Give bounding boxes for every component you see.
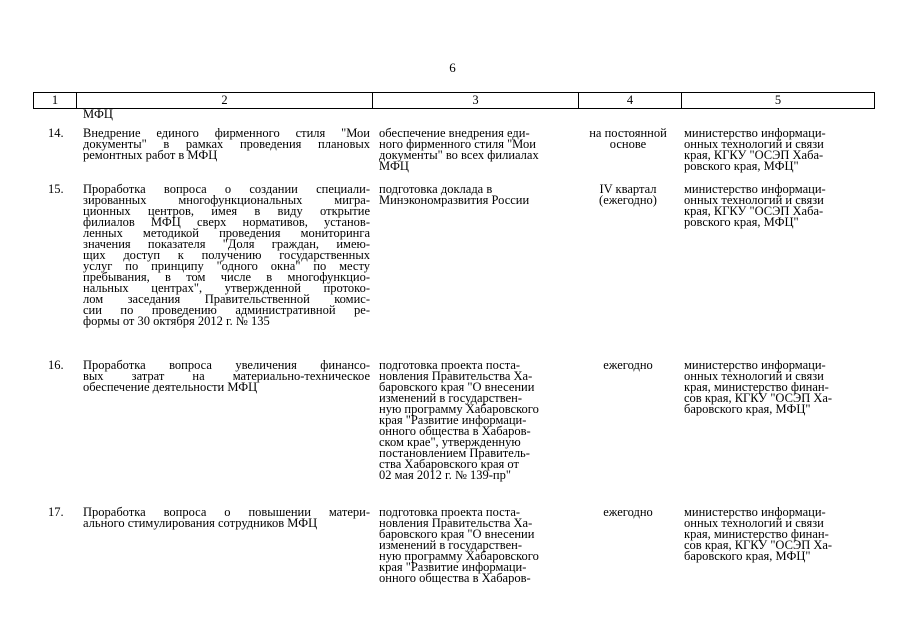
- row-measure: Проработка вопроса о создании специали- зированных многофункциональных мигра- ционных центров, имея в виду открытие филиалов МФЦ сверх нормативов, установ- ленных методикой проведения мониторинга значения показателя "Доля граждан, имею- щих доступ к получению государственных услуг по принципу "одного окна" по месту пребывания, в том числе в многофункцио- нальных центрах", утвержденной протоко- лом заседания Правительственной комис- сии по проведению административной ре- формы от 30 октября 2012 г. № 135: [83, 182, 370, 328]
- row-term: ежегодно: [603, 505, 653, 519]
- row-executor: министерство информаци- онных технологий и связи края, министерство финан- сов края, КГКУ "ОСЭП Ха- баровского края, МФЦ": [684, 358, 833, 416]
- continuation-text: МФЦ: [83, 107, 113, 121]
- row-result: подготовка доклада в Минэкономразвития России: [379, 182, 530, 207]
- row-executor: министерство информаци- онных технологий и связи края, КГКУ "ОСЭП Хаба- ровского края, МФЦ": [684, 182, 826, 229]
- row-result: обеспечение внедрения еди- ного фирменного стиля "Мои документы" во всех филиалах МФЦ: [379, 126, 539, 173]
- row-result: подготовка проекта поста- новления Правительства Ха- баровского края "О внесении изменений в государствен- ную программу Хабаровского края "Развитие информаци- онного общества в Хабаров-: [379, 505, 539, 585]
- header-col-5: 5: [682, 93, 875, 109]
- row-measure: Проработка вопроса о повышении матери- ального стимулирования сотрудников МФЦ: [83, 505, 370, 530]
- row-executor: министерство информаци- онных технологий и связи края, КГКУ "ОСЭП Хаба- ровского края, МФЦ": [684, 126, 826, 173]
- page-number: 6: [449, 60, 456, 75]
- row-term: ежегодно: [603, 358, 653, 372]
- row-term: IV квартал (ежегодно): [599, 182, 657, 207]
- row-term: на постоянной основе: [589, 126, 667, 151]
- header-col-4: 4: [579, 93, 682, 109]
- row-number: 14.: [48, 126, 64, 140]
- row-measure: Проработка вопроса увеличения финансо- вых затрат на материально-техническое обеспечение деятельности МФЦ: [83, 358, 370, 394]
- header-col-3: 3: [373, 93, 579, 109]
- row-number: 17.: [48, 505, 64, 519]
- header-col-2: 2: [77, 93, 373, 109]
- row-number: 16.: [48, 358, 64, 372]
- row-result: подготовка проекта поста- новления Правительства Ха- баровского края "О внесении изменений в государствен- ную программу Хабаровского края "Развитие информаци- онного общества в Хабаров- ском крае", утвержденную постановлением Правитель- ства Хабаровского края от 02 мая 2012 г. № 139-пр": [379, 358, 539, 482]
- table-header: [33, 92, 875, 109]
- header-col-1: 1: [34, 93, 77, 109]
- row-executor: министерство информаци- онных технологий и связи края, министерство финан- сов края, КГКУ "ОСЭП Ха- баровского края, МФЦ": [684, 505, 833, 563]
- row-measure: Внедрение единого фирменного стиля "Мои документы" в рамках проведения плановых ремонтных работ в МФЦ: [83, 126, 370, 162]
- row-number: 15.: [48, 182, 64, 196]
